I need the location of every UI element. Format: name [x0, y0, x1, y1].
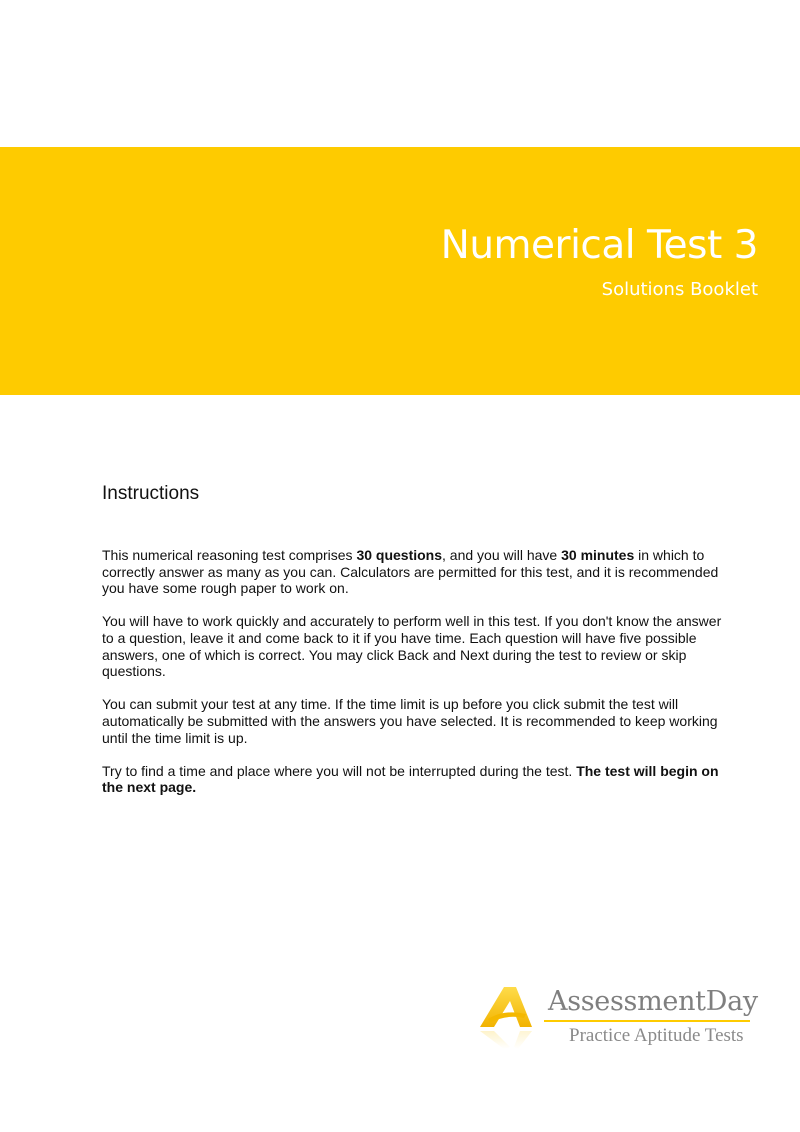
- time-limit: 30 minutes: [561, 547, 635, 563]
- logo-name: AssessmentDay: [548, 986, 758, 1017]
- logo-divider: [544, 1020, 750, 1022]
- assessmentday-logo: [474, 983, 774, 1053]
- document-subtitle: Solutions Booklet: [601, 279, 758, 300]
- instructions-body: [102, 547, 727, 813]
- instructions-paragraph-1: [102, 547, 727, 597]
- p1-text-1: This numerical reasoning test comprises: [102, 547, 357, 563]
- instructions-paragraph-2: You will have to work quickly and accurately to perform well in this test. If you don't know the answer to a question, leave it and come back to it if you have time. Each question will have five possible answers, one of which is correct. You may click Back and Next during the test to review or skip questions.: [102, 613, 722, 680]
- instructions-heading: Instructions: [102, 483, 200, 504]
- question-count: 30 questions: [356, 547, 443, 563]
- instructions-paragraph-3: You can submit your test at any time. If the time limit is up before you click submit the test will automatically be submitted with the answers you have selected. It is recommended to keep working until the time limit is up.: [102, 696, 718, 746]
- document-title: Numerical Test 3: [440, 223, 758, 268]
- assessmentday-a-icon: [474, 983, 544, 1053]
- title-banner: [0, 147, 800, 395]
- instructions-paragraph-4: [102, 763, 727, 796]
- p4-text-1: Try to find a time and place where you will not be interrupted during the test.: [102, 762, 577, 779]
- p1-text-2: , and you will have: [442, 547, 562, 563]
- logo-tagline: Practice Aptitude Tests: [569, 1025, 744, 1046]
- p1-text-3: in which to correctly answer as many as you can. Calculators are permitted for this test, and it is recommended you have some rough paper to work on.: [102, 547, 719, 597]
- begin-notice: The test will begin on the next page.: [102, 762, 719, 796]
